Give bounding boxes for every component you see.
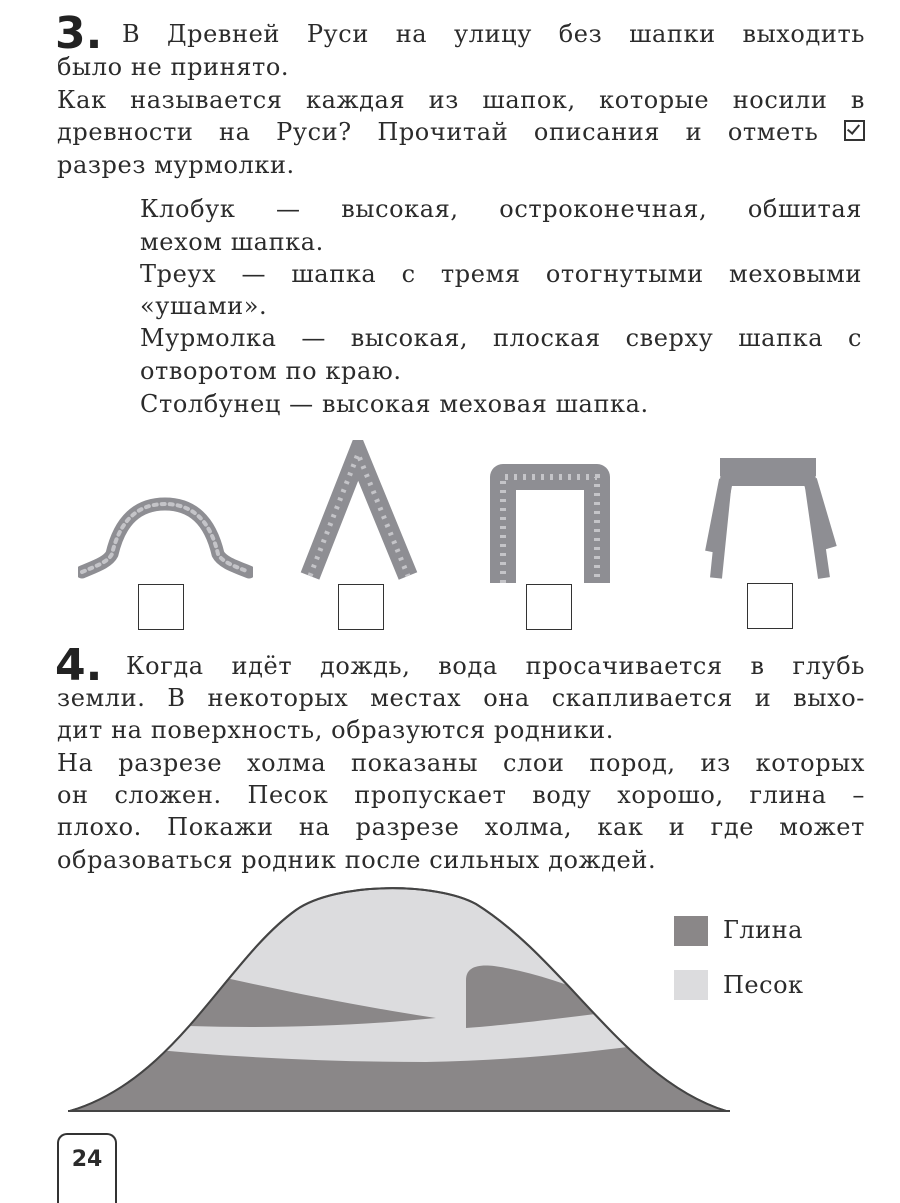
page-number-tab bbox=[57, 1133, 117, 1203]
legend-sand-label: Песок bbox=[723, 971, 804, 999]
page-number: 24 bbox=[71, 1147, 103, 1172]
task-3-text-line bbox=[57, 116, 865, 149]
task-3-text-line: было не принято. bbox=[57, 53, 290, 81]
task-3-text-line: В Древней Руси на улицу без шапки выходить bbox=[122, 20, 865, 48]
task-4-text-line: он сложен. Песок пропускает воду хорошо, глина – bbox=[57, 781, 865, 809]
answer-checkbox-murmolka[interactable] bbox=[747, 583, 793, 629]
legend-clay-label: Глина bbox=[723, 916, 803, 944]
task-4-text-line: дит на поверхность, образуются родники. bbox=[57, 716, 614, 744]
hat-section-murmolka-icon bbox=[702, 452, 837, 582]
checked-box-icon bbox=[844, 120, 865, 141]
answer-checkbox-treukh[interactable] bbox=[138, 584, 184, 630]
legend-sand-swatch bbox=[674, 970, 708, 1000]
task-3-instruction-text: древности на Руси? Прочитай описания и отметь bbox=[57, 118, 819, 146]
hill-cross-section-diagram[interactable] bbox=[66, 880, 732, 1116]
definition-klobuk-cont: мехом шапка. bbox=[140, 228, 324, 256]
legend-clay-swatch bbox=[674, 916, 708, 946]
task-4-text-line: плохо. Покажи на разрезе холма, как и где может bbox=[57, 813, 865, 841]
hat-section-treukh-icon bbox=[78, 490, 253, 580]
task-3-text-line: разрез мурмолки. bbox=[57, 151, 295, 179]
task-4-text-line: земли. В некоторых местах она скапливается и выхо- bbox=[57, 684, 865, 712]
definition-treukh: Треух — шапка с тремя отогнутыми меховыми bbox=[140, 260, 862, 288]
task-4-number: 4. bbox=[55, 640, 103, 691]
task-4-text-line: образоваться родник после сильных дождей. bbox=[57, 846, 657, 874]
definition-klobuk: Клобук — высокая, остроконечная, обшитая bbox=[140, 195, 862, 223]
answer-checkbox-stolbunets[interactable] bbox=[526, 584, 572, 630]
task-4-text-line: На разрезе холма показаны слои пород, из которых bbox=[57, 749, 865, 777]
definition-stolbunets: Столбунец — высокая меховая шапка. bbox=[140, 390, 649, 418]
hat-section-stolbunets-icon bbox=[486, 455, 614, 585]
definition-murmolka: Мурмолка — высокая, плоская сверху шапка с bbox=[140, 324, 862, 352]
task-3-text-line: Как называется каждая из шапок, которые носили в bbox=[57, 86, 865, 114]
hat-section-klobuk-icon bbox=[300, 440, 430, 585]
task-4-text-line: Когда идёт дождь, вода просачивается в глубь bbox=[126, 652, 865, 680]
definition-treukh-cont: «ушами». bbox=[140, 292, 268, 320]
task-3-number: 3. bbox=[55, 8, 103, 59]
answer-checkbox-klobuk[interactable] bbox=[338, 584, 384, 630]
definition-murmolka-cont: отворотом по краю. bbox=[140, 357, 402, 385]
